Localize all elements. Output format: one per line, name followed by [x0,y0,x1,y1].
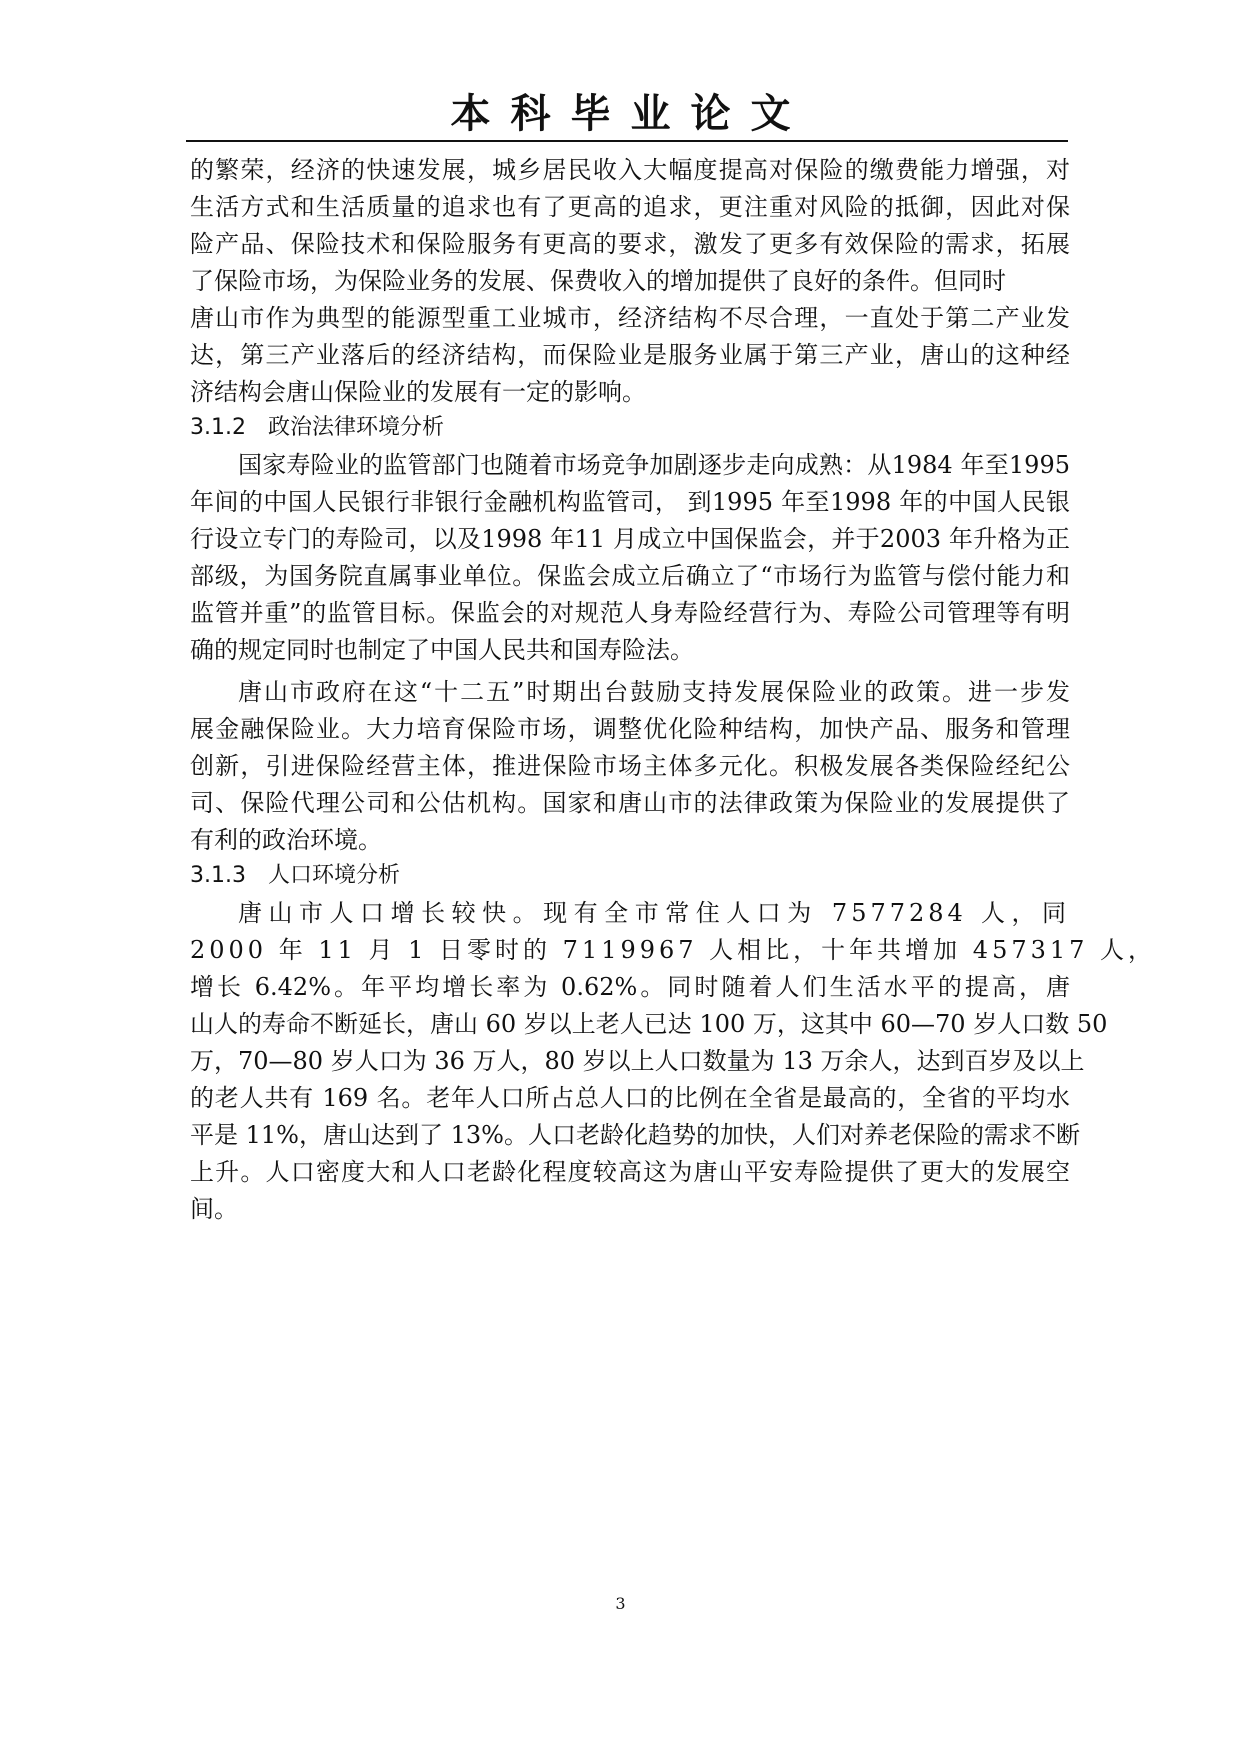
section-heading: 3.1.2 政治法律环境分析 [190,415,444,440]
page-number: 3 [615,1594,626,1613]
paragraph-line: 增长 6.42%。年平均增长率为 0.62%。同时随着人们生活水平的提高，唐 [190,973,1070,1001]
paragraph-line: 监管并重”的监管目标。保监会的对规范人身寿险经营行为、寿险公司管理等有明 [190,599,1070,627]
paragraph-line: 险产品、保险技术和保险服务有更高的要求，激发了更多有效保险的需求，拓展 [190,230,1070,258]
paragraph-line: 间。 [190,1195,238,1223]
paragraph-line: 万，70—80 岁人口为 36 万人，80 岁以上人口数量为 13 万余人，达到百岁及以上 [190,1047,1085,1075]
header-divider [186,140,1068,142]
paragraph-line: 唐山市作为典型的能源型重工业城市，经济结构不尽合理，一直处于第二产业发 [190,304,1070,332]
paragraph-line: 行设立专门的寿险司，以及1998 年11 月成立中国保监会，并于2003 年升格为正 [190,525,1070,553]
paragraph-line: 达，第三产业落后的经济结构，而保险业是服务业属于第三产业，唐山的这种经 [190,341,1070,369]
paragraph-line: 国家寿险业的监管部门也随着市场竞争加剧逐步走向成熟：从1984 年至1995 [238,451,1070,479]
paragraph-line: 部级，为国务院直属事业单位。保监会成立后确立了“市场行为监管与偿付能力和 [190,562,1070,590]
paragraph-line: 了保险市场，为保险业务的发展、保费收入的增加提供了良好的条件。但同时 [190,267,1006,295]
paragraph-line: 平是 11%，唐山达到了 13%。人口老龄化趋势的加快，人们对养老保险的需求不断 [190,1121,1080,1149]
paragraph-line: 上升。人口密度大和人口老龄化程度较高这为唐山平安寿险提供了更大的发展空 [190,1158,1070,1186]
paragraph-line: 2000 年 11 月 1 日零时的 7119967 人相比，十年共增加 457317 人， [190,936,1157,964]
paragraph-line: 展金融保险业。大力培育保险市场，调整优化险种结构，加快产品、服务和管理 [190,715,1070,743]
paragraph-line: 确的规定同时也制定了中国人民共和国寿险法。 [190,636,694,664]
paragraph-line: 的繁荣，经济的快速发展，城乡居民收入大幅度提高对保险的缴费能力增强，对 [190,156,1070,184]
paragraph-line: 有利的政治环境。 [190,826,382,854]
section-heading: 3.1.3 人口环境分析 [190,863,400,888]
paragraph-line: 济结构会唐山保险业的发展有一定的影响。 [190,378,646,406]
paragraph-line: 唐山市人口增长较快。现有全市常住人口为 7577284 人，同 [238,899,1070,927]
paragraph-line: 年间的中国人民银行非银行金融机构监管司， 到1995 年至1998 年的中国人民银 [190,488,1070,516]
paragraph-line: 山人的寿命不断延长，唐山 60 岁以上老人已达 100 万，这其中 60—70 岁人口数 50 [190,1010,1108,1038]
page-header-title: 本科毕业论文 [450,91,811,137]
paragraph-line: 司、保险代理公司和公估机构。国家和唐山市的法律政策为保险业的发展提供了 [190,789,1070,817]
paragraph-line: 唐山市政府在这“十二五”时期出台鼓励支持发展保险业的政策。进一步发 [238,678,1070,706]
paragraph-line: 的老人共有 169 名。老年人口所占总人口的比例在全省是最高的，全省的平均水 [190,1084,1070,1112]
paragraph-line: 创新，引进保险经营主体，推进保险市场主体多元化。积极发展各类保险经纪公 [190,752,1070,780]
paragraph-line: 生活方式和生活质量的追求也有了更高的追求，更注重对风险的抵御，因此对保 [190,193,1070,221]
